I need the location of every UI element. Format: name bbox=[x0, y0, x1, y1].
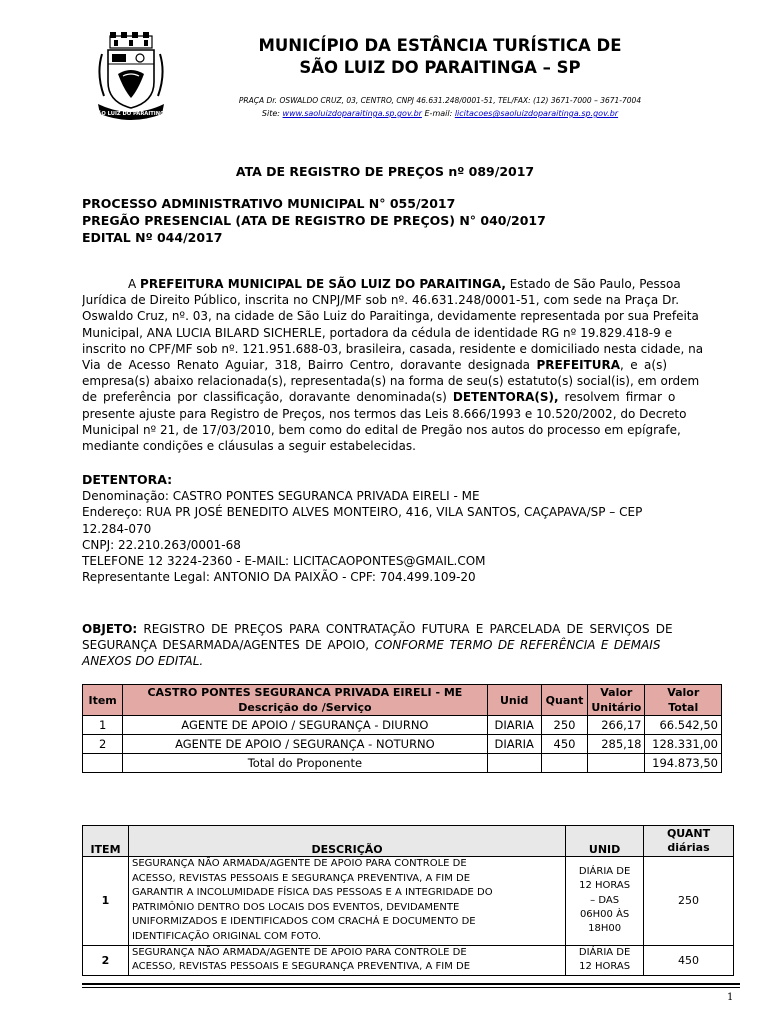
col-item: Item bbox=[83, 685, 123, 716]
intro-line-5: inscrito no CPF/MF sob nº. 121.951.688-03, brasileira, casada, residente e domiciliado nesta cidade, na bbox=[82, 341, 704, 356]
table-row bbox=[83, 735, 722, 754]
municipality-title-line1: MUNICÍPIO DA ESTÂNCIA TURÍSTICA DE bbox=[258, 36, 622, 55]
col-descricao: DESCRIÇÃO bbox=[128, 826, 565, 857]
email-link[interactable]: licitacoes@saoluizdoparaitinga.sp.gov.br bbox=[454, 109, 619, 118]
crest-banner-text: SÃO LUIZ DO PARAITINGA bbox=[96, 111, 166, 117]
cell-unid: DIARIA bbox=[487, 735, 541, 754]
col-item: ITEM bbox=[83, 826, 129, 857]
prefeitura-name: PREFEITURA MUNICIPAL DE SÃO LUIZ DO PARAITINGA, bbox=[140, 277, 506, 291]
cell-valor-unitario: 266,17 bbox=[588, 716, 645, 735]
table-row bbox=[83, 716, 722, 735]
header-contact-line bbox=[180, 108, 700, 119]
objeto-line-2: SEGURANÇA DESARMADA/AGENTES DE APOIO, CONFORME TERMO DE REFERÊNCIA E DEMAIS bbox=[82, 638, 661, 653]
col-description: CASTRO PONTES SEGURANCA PRIVADA EIRELI - ME Descrição do /Serviço bbox=[123, 685, 487, 716]
cell-quant: 250 bbox=[644, 857, 734, 946]
detentora-representante: Representante Legal: ANTONIO DA PAIXÃO - CPF: 704.499.109-20 bbox=[82, 570, 476, 585]
cell-valor-total: 128.331,00 bbox=[645, 735, 722, 754]
footer-rule-thin bbox=[82, 987, 740, 988]
col-unid: UNID bbox=[566, 826, 644, 857]
site-link[interactable]: www.saoluizdoparaitinga.sp.gov.br bbox=[282, 109, 422, 118]
table-row bbox=[83, 857, 734, 946]
edital-number: EDITAL Nº 044/2017 bbox=[82, 230, 223, 245]
cell-unid: DIÁRIA DE 12 HORAS bbox=[566, 945, 644, 975]
cell-item: 2 bbox=[83, 735, 123, 754]
detentora-cnpj: CNPJ: 22.210.263/0001-68 bbox=[82, 537, 241, 552]
email-label: E-mail: bbox=[421, 109, 455, 118]
objeto-line-3: ANEXOS DO EDITAL. bbox=[82, 654, 204, 669]
cell-descricao: SEGURANÇA NÃO ARMADA/AGENTE DE APOIO PARA CONTROLE DE ACESSO, REVISTAS PESSOAIS E SEGURANÇA PREVENTIVA, A FIM DE GARANTIR A INCOLUMIDADE FÍSICA DAS PESSOAS E A INTEGRIDADE DO PATRIMÔNIO DENTRO DOS LOCAIS DOS EVENTOS, DEVIDAMENTE UNIFORMIZADOS E IDENTIFICADOS COM CRACHÁ E DOCUMENTO DE IDENTIFICAÇÃO ORIGINAL COM FOTO. bbox=[128, 857, 565, 946]
cell-unid: DIARIA bbox=[487, 716, 541, 735]
price-table-header bbox=[83, 685, 722, 716]
description-table bbox=[82, 825, 734, 976]
total-row bbox=[83, 754, 722, 773]
price-table bbox=[82, 684, 722, 773]
page-number: 1 bbox=[727, 992, 734, 1003]
intro-line-10: Municipal nº 21, de 17/03/2010, bem como do edital de Pregão nos autos do processo em epígrafe, bbox=[82, 422, 681, 437]
objeto-block bbox=[82, 621, 734, 670]
total-label: Total do Proponente bbox=[123, 754, 487, 773]
total-value: 194.873,50 bbox=[645, 754, 722, 773]
detentora-block bbox=[82, 472, 732, 585]
footer-rule bbox=[82, 983, 740, 985]
col-valor-unitario: Valor Unitário bbox=[588, 685, 645, 716]
cell-item: 1 bbox=[83, 857, 129, 946]
intro-paragraph bbox=[82, 276, 734, 454]
cell-description: AGENTE DE APOIO / SEGURANÇA - DIURNO bbox=[123, 716, 487, 735]
cell-valor-unitario: 285,18 bbox=[588, 735, 645, 754]
cell-description: AGENTE DE APOIO / SEGURANÇA - NOTURNO bbox=[123, 735, 487, 754]
cell-descricao: SEGURANÇA NÃO ARMADA/AGENTE DE APOIO PARA CONTROLE DE ACESSO, REVISTAS PESSOAIS E SEGURANÇA PREVENTIVA, A FIM DE bbox=[128, 945, 565, 975]
objeto-label: OBJETO: bbox=[82, 622, 138, 636]
cell-valor-total: 66.542,50 bbox=[645, 716, 722, 735]
municipal-crest-logo bbox=[96, 30, 166, 122]
cell-unid: DIÁRIA DE 12 HORAS – DAS 06H00 ÀS 18H00 bbox=[566, 857, 644, 946]
intro-line-1: A PREFEITURA MUNICIPAL DE SÃO LUIZ DO PARAITINGA, Estado de São Paulo, Pessoa bbox=[128, 277, 681, 291]
intro-line-7: empresa(s) abaixo relacionada(s), representada(s) na forma de seu(s) estatuto(s) social(is), em ordem bbox=[82, 374, 700, 389]
intro-line-8: de preferência por classificação, doravante denominada(s) DETENTORA(S), resolvem firmar o bbox=[82, 390, 676, 405]
cell-item: 2 bbox=[83, 945, 129, 975]
table-row bbox=[83, 945, 734, 975]
intro-line-3: Oswaldo Cruz, nº. 03, na cidade de São Luiz do Paraitinga, devidamente representada por sua Prefeita bbox=[82, 309, 699, 324]
intro-line-4: Municipal, ANA LUCIA BILARD SICHERLE, portadora da cédula de identidade RG nº 19.829.418-9 e bbox=[82, 325, 672, 340]
cell-quant: 450 bbox=[644, 945, 734, 975]
col-quant: Quant bbox=[541, 685, 587, 716]
intro-line-2: Jurídica de Direito Público, inscrita no CNPJ/MF sob nº. 46.631.248/0001-51, com sede na Praça Dr. bbox=[82, 293, 680, 308]
detentora-cep: 12.284-070 bbox=[82, 521, 152, 536]
objeto-line-1: OBJETO: REGISTRO DE PREÇOS PARA CONTRATAÇÃO FUTURA E PARCELADA DE SERVIÇOS DE bbox=[82, 622, 673, 636]
detentora-endereco: Endereço: RUA PR JOSÉ BENEDITO ALVES MONTEIRO, 416, VILA SANTOS, CAÇAPAVA/SP – CEP bbox=[82, 505, 643, 520]
cell-item: 1 bbox=[83, 716, 123, 735]
ata-title: ATA DE REGISTRO DE PREÇOS nº 089/2017 bbox=[235, 164, 535, 179]
intro-line-6: Via de Acesso Renato Aguiar, 318, Bairro Centro, doravante designada PREFEITURA, e a(s) bbox=[82, 358, 668, 373]
col-quant-diarias: QUANT diárias bbox=[644, 826, 734, 857]
intro-line-11: mediante condições e cláusulas a seguir estabelecidas. bbox=[82, 439, 416, 454]
description-table-header bbox=[83, 826, 734, 857]
header-address: PRAÇA Dr. OSWALDO CRUZ, 03, CENTRO, CNPJ 46.631.248/0001-51, TEL/FAX: (12) 3671-7000 – 3671-7004 bbox=[238, 96, 642, 105]
site-label: Site: bbox=[261, 109, 283, 118]
cell-quant: 250 bbox=[541, 716, 587, 735]
detentora-denominacao: Denominação: CASTRO PONTES SEGURANCA PRIVADA EIRELI - ME bbox=[82, 489, 480, 504]
intro-line-9: presente ajuste para Registro de Preços, nos termos das Leis 8.666/1993 e 10.520/2002, do Decreto bbox=[82, 406, 687, 421]
detentora-heading: DETENTORA: bbox=[82, 472, 173, 487]
cell-quant: 450 bbox=[541, 735, 587, 754]
municipality-title-line2: SÃO LUIZ DO PARAITINGA – SP bbox=[299, 58, 581, 77]
detentora-telefone: TELEFONE 12 3224-2360 - E-MAIL: LICITACAOPONTES@GMAIL.COM bbox=[82, 554, 486, 569]
col-unid: Unid bbox=[487, 685, 541, 716]
process-number: PROCESSO ADMINISTRATIVO MUNICIPAL N° 055/2017 bbox=[82, 196, 456, 211]
col-valor-total: Valor Total bbox=[645, 685, 722, 716]
pregao-number: PREGÃO PRESENCIAL (ATA DE REGISTRO DE PREÇOS) N° 040/2017 bbox=[82, 213, 546, 228]
